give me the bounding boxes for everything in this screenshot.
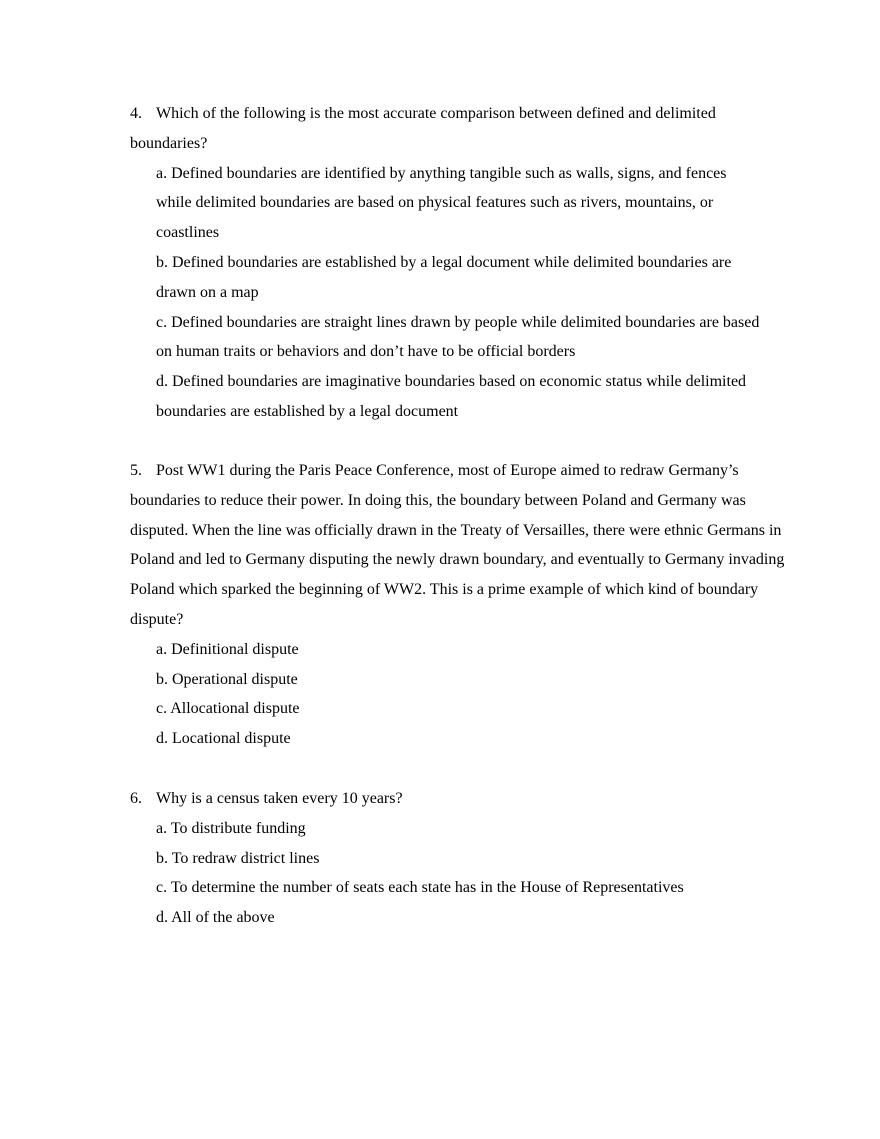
- answer-choice-b: b. Defined boundaries are established by a legal document while delimited boundaries are drawn on a map: [156, 253, 732, 301]
- question-5: [130, 456, 790, 754]
- answer-choice-b: b. Operational dispute: [156, 670, 298, 688]
- answer-choice-c: c. Defined boundaries are straight lines drawn by people while delimited boundaries are based on human traits or behaviors and don’t have to be official borders: [156, 313, 760, 361]
- answer-choices: [130, 635, 790, 754]
- question-stem: [130, 784, 790, 814]
- question-number: 5.: [130, 462, 142, 479]
- question-text: Post WW1 during the Paris Peace Conference, most of Europe aimed to redraw Germany’s boundaries to reduce their power. In doing this, the boundary between Poland and Germany was disputed. When the line was officially drawn in the Treaty of Versailles, there were ethnic Germans in Poland and led to Germany disputing the newly drawn boundary, and eventually to Germany invading Poland which sparked the beginning of WW2. This is a prime example of which kind of boundary dispute?: [130, 462, 785, 628]
- answer-choice-c: c. Allocational dispute: [156, 700, 300, 718]
- answer-choice-a: a. To distribute funding: [156, 819, 306, 837]
- question-text: Which of the following is the most accurate comparison between defined and delimited boundaries?: [130, 105, 716, 152]
- question-6: [130, 784, 790, 933]
- answer-choice-c: c. To determine the number of seats each state has in the House of Representatives: [156, 879, 684, 897]
- question-stem: [130, 456, 790, 635]
- answer-choice-a: a. Definitional dispute: [156, 640, 299, 658]
- answer-choices: [130, 159, 790, 427]
- answer-choice-d: d. Locational dispute: [156, 730, 291, 748]
- question-number: 6.: [130, 790, 142, 807]
- question-text: Why is a census taken every 10 years?: [156, 790, 403, 807]
- answer-choices: [130, 814, 790, 933]
- answer-choice-b: b. To redraw district lines: [156, 849, 320, 867]
- question-stem: [130, 99, 790, 159]
- question-4: [130, 99, 790, 427]
- answer-choice-d: d. All of the above: [156, 909, 275, 927]
- answer-choice-d: d. Defined boundaries are imaginative boundaries based on economic status while delimited boundaries are established by a legal document: [156, 373, 747, 420]
- answer-choice-a: a. Defined boundaries are identified by anything tangible such as walls, signs, and fences while delimited boundaries are based on physical features such as rivers, mountains, or coastlines: [156, 164, 727, 242]
- question-number: 4.: [130, 105, 142, 122]
